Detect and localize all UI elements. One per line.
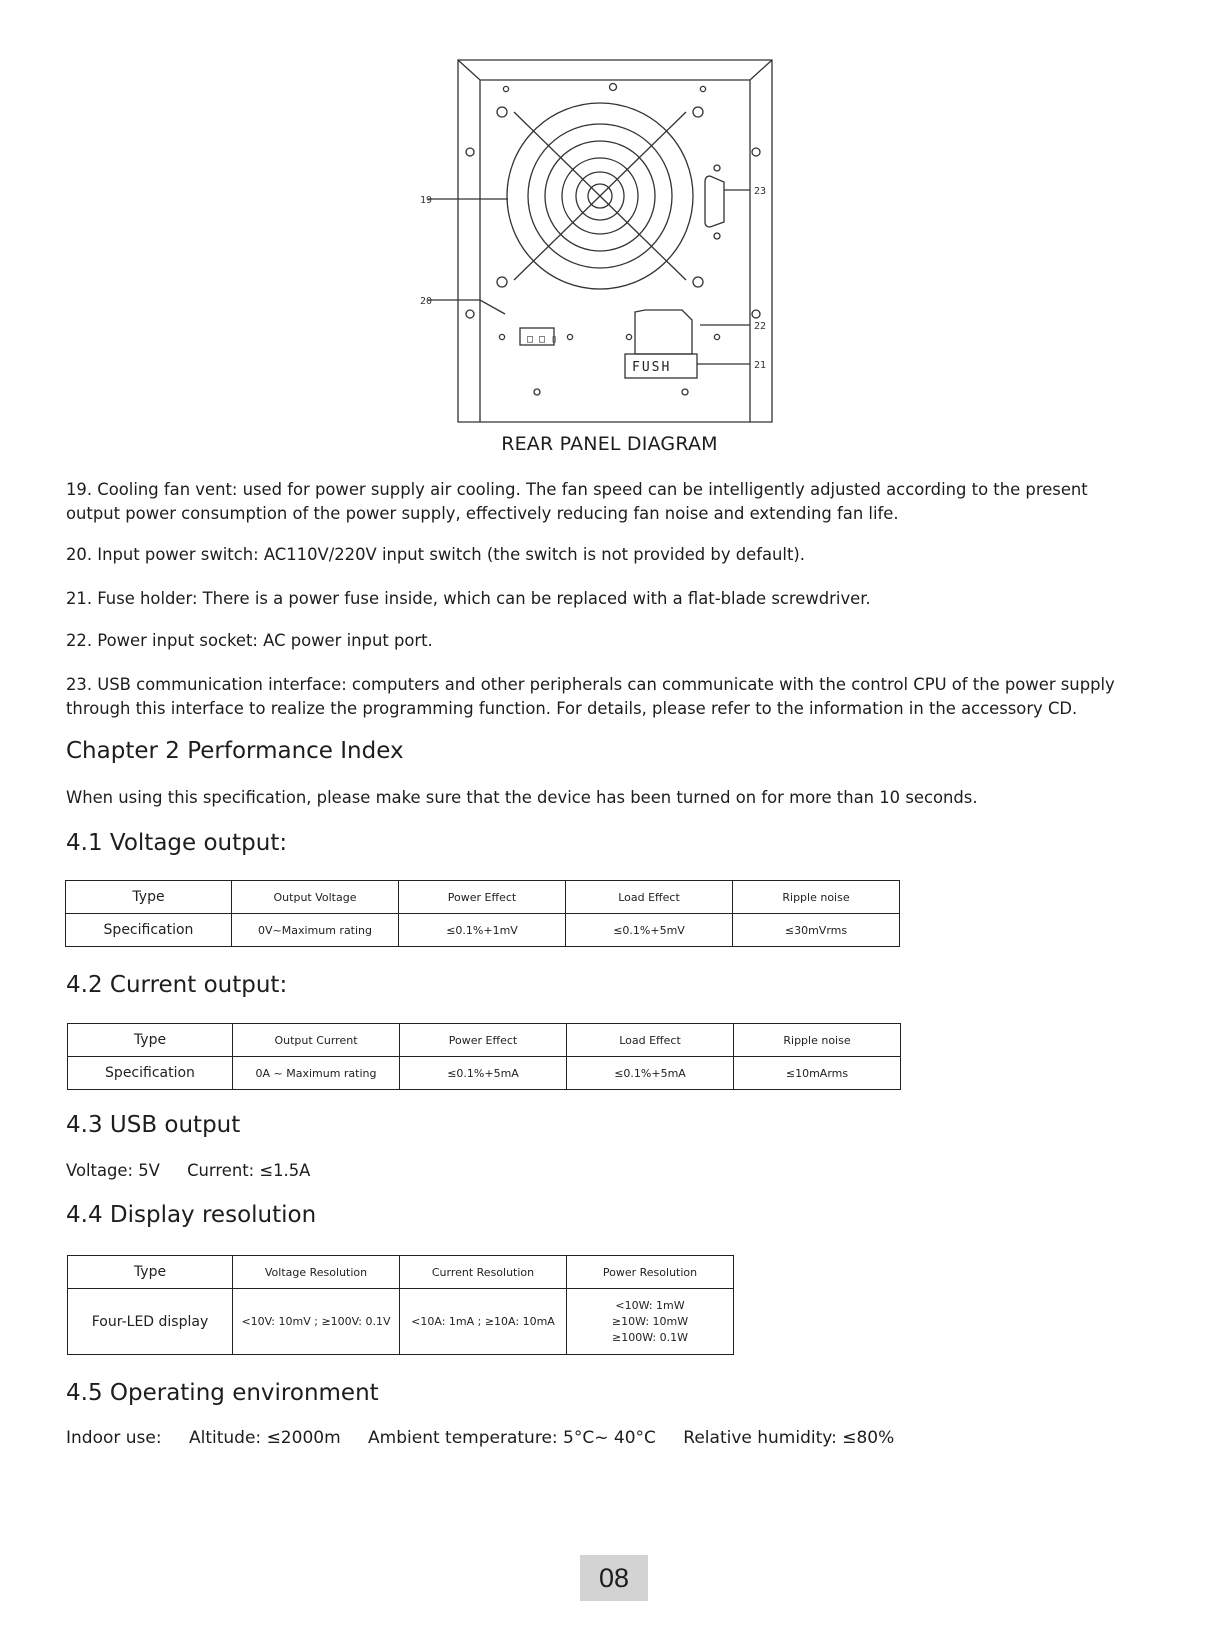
current-table	[67, 1023, 901, 1090]
item-23: 23. USB communication interface: computers and other peripherals can communicate with the control CPU of the power supply through this interface to realize the programming function. For details, please refer to the information in the accessory CD.	[66, 675, 1115, 718]
section-voltage-title: 4.1 Voltage output:	[66, 830, 288, 856]
table-header: Power Resolution	[567, 1256, 734, 1289]
usb-specs	[66, 1161, 332, 1180]
table-cell: Specification	[68, 1057, 233, 1090]
table-cell: <10A: 1mA ; ≥10A: 10mA	[400, 1289, 567, 1355]
callout-19: 19	[420, 195, 433, 206]
table-header: Load Effect	[566, 881, 733, 914]
table-header: Load Effect	[567, 1024, 734, 1057]
table-header: Type	[66, 881, 232, 914]
rear-panel-diagram	[420, 52, 800, 434]
table-header: Ripple noise	[734, 1024, 901, 1057]
table-cell: ≤0.1%+5mA	[567, 1057, 734, 1090]
callout-23: 23	[754, 186, 767, 197]
table-header: Power Effect	[400, 1024, 567, 1057]
usb-voltage: Voltage: 5V	[66, 1161, 160, 1180]
table-cell: 0V~Maximum rating	[232, 914, 399, 947]
table-cell: ≤0.1%+1mV	[399, 914, 566, 947]
item-22: 22. Power input socket: AC power input port.	[66, 631, 433, 650]
power-resolution-line: <10W: 1mW	[615, 1298, 685, 1312]
table-cell: Specification	[66, 914, 232, 947]
section-current-title: 4.2 Current output:	[66, 972, 288, 998]
callout-22: 22	[754, 321, 767, 332]
power-socket	[635, 310, 692, 354]
display-table	[67, 1255, 734, 1355]
table-cell: ≤0.1%+5mV	[566, 914, 733, 947]
power-resolution-cell	[567, 1289, 734, 1355]
table-header: Type	[68, 1256, 233, 1289]
section-display-title: 4.4 Display resolution	[66, 1202, 317, 1228]
fuse-label: FUSH	[632, 360, 672, 375]
table-header: Voltage Resolution	[233, 1256, 400, 1289]
usb-port	[705, 176, 724, 227]
page-number: 08	[580, 1555, 648, 1601]
usb-current: Current: ≤1.5A	[187, 1161, 311, 1180]
item-20: 20. Input power switch: AC110V/220V input switch (the switch is not provided by default).	[66, 545, 806, 564]
humidity: Relative humidity: ≤80%	[683, 1428, 895, 1448]
table-cell: Four-LED display	[68, 1289, 233, 1355]
cooling-fan-vent	[497, 103, 703, 289]
item-21: 21. Fuse holder: There is a power fuse inside, which can be replaced with a flat-blade screwdriver.	[66, 589, 871, 608]
table-cell: 0A ~ Maximum rating	[233, 1057, 400, 1090]
table-header: Power Effect	[399, 881, 566, 914]
power-resolution-line: ≥100W: 0.1W	[611, 1330, 689, 1344]
table-cell: <10V: 10mV ; ≥100V: 0.1V	[233, 1289, 400, 1355]
callout-21: 21	[754, 360, 767, 371]
chapter-title: Chapter 2 Performance Index	[66, 738, 404, 764]
section-environment-title: 4.5 Operating environment	[66, 1380, 379, 1406]
table-header: Output Voltage	[232, 881, 399, 914]
temperature: Ambient temperature: 5°C~ 40°C	[368, 1428, 656, 1448]
table-header: Ripple noise	[733, 881, 900, 914]
callout-20: 20	[420, 296, 433, 307]
environment-specs	[66, 1428, 916, 1448]
table-cell: ≤0.1%+5mA	[400, 1057, 567, 1090]
table-header: Current Resolution	[400, 1256, 567, 1289]
indoor-label: Indoor use:	[66, 1428, 162, 1448]
svg-text:□ □ ▯: □ □ ▯	[527, 334, 558, 345]
table-header: Output Current	[233, 1024, 400, 1057]
table-cell: ≤10mArms	[734, 1057, 901, 1090]
intro-text: When using this specification, please make sure that the device has been turned on for more than 10 seconds.	[66, 788, 978, 807]
altitude: Altitude: ≤2000m	[189, 1428, 341, 1448]
diagram-caption: REAR PANEL DIAGRAM	[501, 433, 718, 455]
power-resolution-line: ≥10W: 10mW	[611, 1314, 689, 1328]
table-header: Type	[68, 1024, 233, 1057]
section-usb-title: 4.3 USB output	[66, 1112, 241, 1138]
item-19: 19. Cooling fan vent: used for power supply air cooling. The fan speed can be intelligently adjusted according to the present output power consumption of the power supply, effectively reducing fan noise and extending fan life.	[66, 480, 1088, 523]
voltage-table	[65, 880, 900, 947]
table-cell: ≤30mVrms	[733, 914, 900, 947]
